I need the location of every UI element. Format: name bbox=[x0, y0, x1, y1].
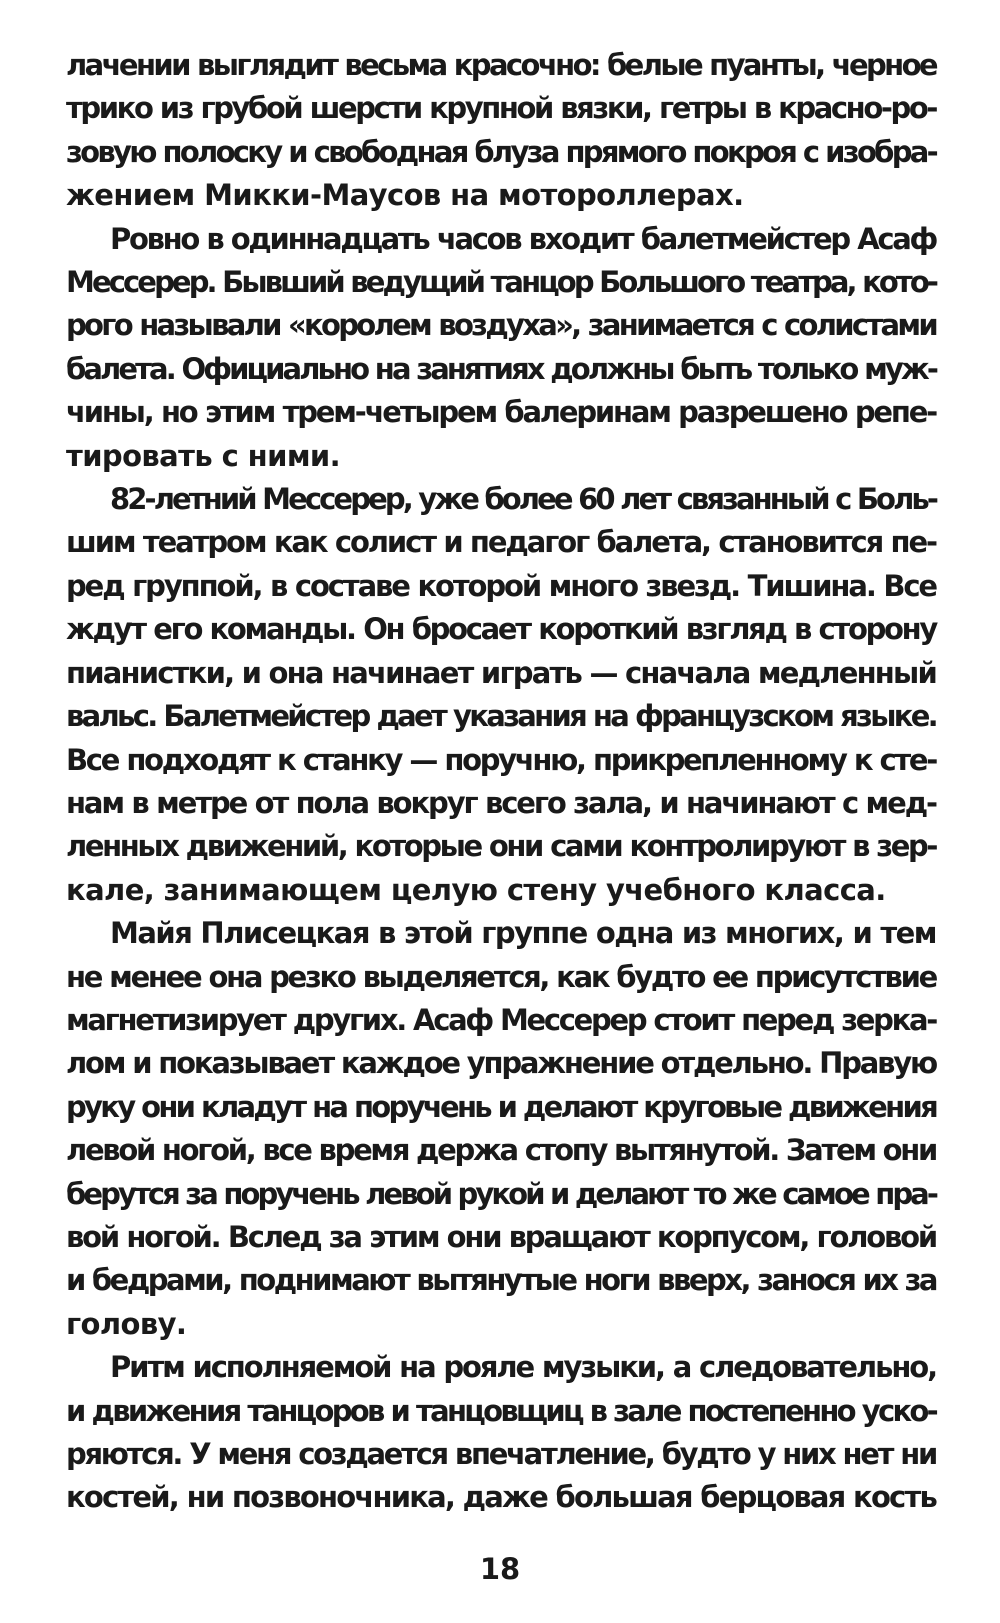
text-line: чины, но этим трем-четырем балеринам разрешено репе- bbox=[66, 395, 936, 430]
paragraph bbox=[66, 218, 936, 478]
text-line: трико из грубой шерсти крупной вязки, гетры в красно-ро- bbox=[66, 91, 936, 126]
text-line: 82-летний Мессерер, уже более 60 лет связанный с Боль- bbox=[110, 482, 936, 517]
text-line: левой ногой, все время держа стопу вытянутой. Затем они bbox=[66, 1133, 936, 1168]
paragraph bbox=[66, 1346, 936, 1520]
text-line: Ровно в одиннадцать часов входит балетмейстер Асаф bbox=[110, 221, 936, 256]
text-line: и движения танцоров и танцовщиц в зале постепенно уско- bbox=[66, 1393, 936, 1428]
paragraph bbox=[66, 478, 936, 912]
text-line: тировать с ними. bbox=[66, 438, 341, 473]
text-line: Все подходят к станку — поручню, прикрепленному к сте- bbox=[66, 742, 936, 777]
text-line: вой ногой. Вслед за этим они вращают корпусом, головой bbox=[66, 1219, 936, 1254]
text-line: рого называли «королем воздуха», занимается с солистами bbox=[66, 308, 936, 343]
page-body bbox=[66, 44, 936, 1520]
text-line: балета. Официально на занятиях должны быть только муж- bbox=[66, 351, 936, 386]
text-line: голову. bbox=[66, 1306, 187, 1341]
text-line: лом и показывает каждое упражнение отдельно. Правую bbox=[66, 1046, 936, 1081]
text-line: кале, занимающем целую стену учебного класса. bbox=[66, 872, 886, 907]
text-line: и бедрами, поднимают вытянутые ноги вверх, занося их за bbox=[66, 1263, 936, 1298]
text-line: Мессерер. Бывший ведущий танцор Большого театра, кото- bbox=[66, 265, 936, 300]
text-line: ждут его команды. Он бросает короткий взгляд в сторону bbox=[66, 612, 936, 647]
text-line: ленных движений, которые они сами контролируют в зер- bbox=[66, 829, 936, 864]
text-line: костей, ни позвоночника, даже большая берцовая кость bbox=[66, 1480, 936, 1515]
text-line: жением Микки-Маусов на мотороллерах. bbox=[66, 178, 744, 213]
text-line: лачении выглядит весьма красочно: белые пуанты, черное bbox=[66, 48, 936, 82]
text-line: руку они кладут на поручень и делают круговые движения bbox=[66, 1089, 936, 1124]
text-line: ряются. У меня создается впечатление, будто у них нет ни bbox=[66, 1437, 936, 1471]
text-line: шим театром как солист и педагог балета, становится пе- bbox=[66, 525, 936, 560]
paragraph bbox=[66, 912, 936, 1346]
text-line: магнетизирует других. Асаф Мессерер стоит перед зерка- bbox=[66, 1002, 936, 1037]
text-line: Майя Плисецкая в этой группе одна из многих, и тем bbox=[110, 916, 936, 951]
text-line: пианистки, и она начинает играть — сначала медленный bbox=[66, 655, 936, 690]
text-line: берутся за поручень левой рукой и делают то же самое пра- bbox=[66, 1176, 936, 1211]
text-line: вальс. Балетмейстер дает указания на французском языке. bbox=[66, 699, 936, 734]
text-line: ред группой, в составе которой много звезд. Тишина. Все bbox=[66, 568, 936, 603]
text-line: нам в метре от пола вокруг всего зала, и начинают с мед- bbox=[66, 785, 936, 820]
text-line: зовую полоску и свободная блуза прямого покроя с изобра- bbox=[66, 134, 936, 169]
paragraph bbox=[66, 44, 936, 218]
text-line: Ритм исполняемой на рояле музыки, а следовательно, bbox=[110, 1350, 936, 1385]
page-number: 18 bbox=[479, 1552, 521, 1586]
text-line: не менее она резко выделяется, как будто ее присутствие bbox=[66, 959, 936, 994]
